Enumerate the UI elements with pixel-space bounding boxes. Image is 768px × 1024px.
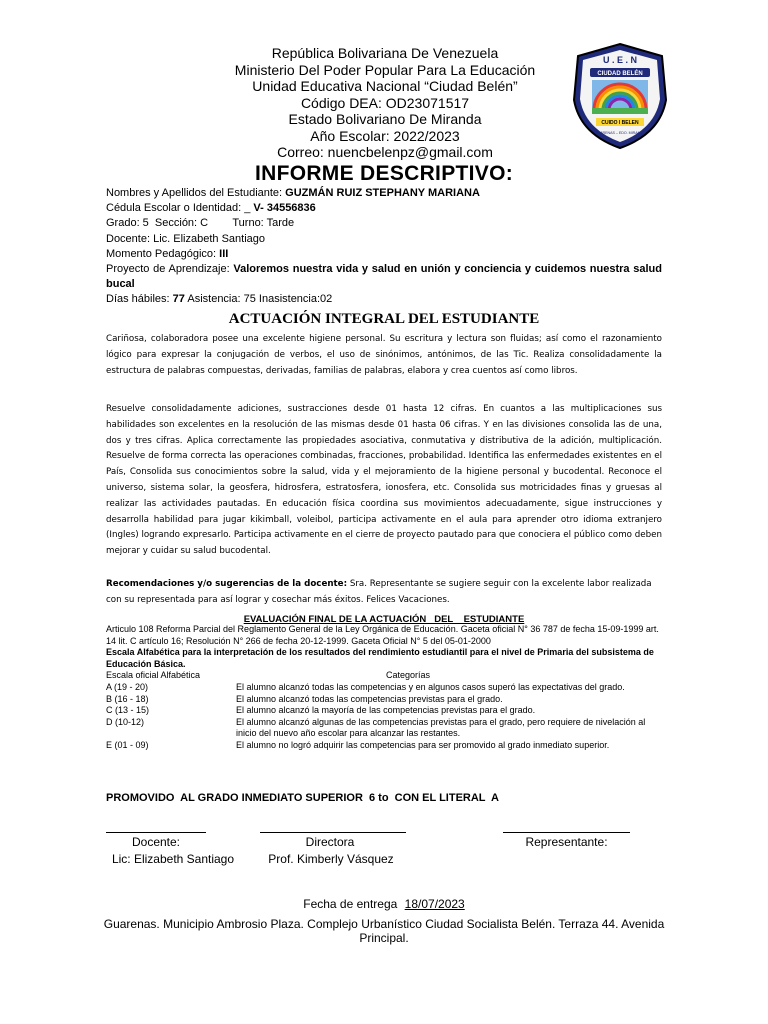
header-line: Estado Bolivariano De Miranda <box>288 111 482 127</box>
evaluation-block <box>106 624 662 752</box>
scale-column-label: Escala oficial Alfabética <box>106 670 201 681</box>
scale-description: El alumno alcanzó todas las competencias y en algunos casos superó las expectativas del grado. <box>236 681 625 692</box>
evaluation-title: EVALUACIÓN FINAL DE LA ACTUACIÓN DEL ESTUDIANTE <box>243 614 525 625</box>
logo-bottom-text: GUARENAS – EDO. MIRANDA <box>594 131 646 135</box>
recommendations <box>106 577 662 609</box>
legal-text: Articulo 108 Reforma Parcial del Reglamento General de la Ley Orgánica de Educación. Gaceta oficial N° 36 787 de fecha 15-09-1999 art. 14 lit. C artículo 16; Resolución N° 266 de fecha 20-12-1999. Gaceta Oficial N° 5 del 05-01-2000 <box>106 624 659 646</box>
scale-title: Escala Alfabética para la interpretación de los resultados del rendimiento estudiantil para el nivel de Primaria del subsistema de Educación Básica. <box>106 647 654 669</box>
scale-row-e <box>106 740 662 752</box>
document-title: INFORME DESCRIPTIVO: <box>254 162 513 185</box>
header-line: Unidad Educativa Nacional “Ciudad Belén” <box>252 78 518 94</box>
scale-row-c <box>106 705 662 717</box>
school-address: Guarenas. Municipio Ambrosio Plaza. Complejo Urbanístico Ciudad Socialista Belén. Terraza 44. Avenida Principal. <box>103 917 665 945</box>
docente-name: Lic: Elizabeth Santiago <box>111 852 235 866</box>
docente-role: Docente: <box>131 835 181 849</box>
student-name-row <box>106 186 662 201</box>
header-line: Ministerio Del Poder Popular Para La Educación <box>234 61 536 78</box>
student-id-row <box>106 201 662 216</box>
header-line: Año Escolar: 2022/2023 <box>310 127 460 144</box>
scale-level: B (16 - 18) <box>106 693 149 704</box>
representante-signature-line <box>503 832 630 833</box>
scale-row-d <box>106 717 662 740</box>
scale-header <box>106 670 662 682</box>
delivery-date-label: Fecha de entrega <box>303 897 398 911</box>
paragraph-language: Cariñosa, colaboradora posee una excelente higiene personal. Su escritura y lectura son fluidas; así como el razonamiento lógico para expresar la conjugación de verbos, el uso de sinónimos, antónimos, de las Tic. Realiza consolidadamente la estructura de palabras compuestas, derivadas, familias de palabras, elabora y crea cuentos así como libros. <box>106 334 662 376</box>
grade-line: Grado: 5 Sección: C Turno: Tarde <box>106 217 295 230</box>
docente-signature-line <box>106 832 206 833</box>
logo-motto: CUIDO I BELEN <box>601 120 639 126</box>
scale-level: E (01 - 09) <box>106 739 149 750</box>
student-name: GUZMÁN RUIZ STEPHANY MARIANA <box>285 187 480 199</box>
scale-level: D (10-12) <box>106 716 145 727</box>
scale-description: El alumno alcanzó algunas de las competencias previstas para el grado, pero requiere de nivelación al inicio del nuevo año escolar para alcanzar las restantes. <box>236 716 646 739</box>
delivery-date-row <box>100 898 668 912</box>
moment-label: Momento Pedagógico: <box>106 247 217 260</box>
moment-value: III <box>219 247 229 260</box>
categories-column-label: Categorías <box>386 670 431 681</box>
letterhead <box>150 45 620 161</box>
teacher-line: Docente: Lic. Elizabeth Santiago <box>106 232 265 245</box>
scale-row-b <box>106 694 662 706</box>
delivery-date: 18/07/2023 <box>404 897 465 911</box>
header-line: República Bolivariana De Venezuela <box>271 45 499 61</box>
student-id: V- 34556836 <box>253 202 316 215</box>
attendance-values: Asistencia: 75 Inasistencia:02 <box>187 293 333 306</box>
recommendations-label: Recomendaciones y/o sugerencias de la docente: <box>106 579 348 589</box>
directora-name: Prof. Kimberly Vásquez <box>268 852 394 866</box>
header-line: Correo: nuencbelenpz@gmail.com <box>277 144 493 160</box>
moment-row <box>106 247 662 262</box>
student-name-label: Nombres y Apellidos del Estudiante: <box>106 187 283 199</box>
scale-row-a <box>106 682 662 694</box>
directora-signature-line <box>260 832 406 833</box>
student-info <box>106 186 662 308</box>
logo-top-text: U . E . N <box>602 55 638 65</box>
school-logo <box>570 42 670 150</box>
scale-description: El alumno no logró adquirir las competencias para ser promovido al grado inmediato superior. <box>236 739 610 750</box>
recommendations-text: Sra. Representante se sugiere seguir con la excelente labor realizada con su representada para así lograr y cosechar más éxitos. Felices Vacaciones. <box>106 579 652 605</box>
paragraph-math-science: Resuelve consolidadamente adiciones, sustracciones desde 01 hasta 12 cifras. En cuantos a las multiplicaciones sus habilidades son excelentes en la resolución de las mismas desde 01 hasta 06 cifras. Y en las divisiones consolida las de una, dos y tres cifras. Aplica correctamente las propiedades asociativa, conmutativa y distributiva de la adición, multiplicación. Resuelve de forma correcta las operaciones combinadas, fracciones, probabilidad. Identifica las enfermedades existentes en el País, Consolida sus conocimientos sobre la salud, vida y el mejoramiento de la higiene personal y bucodental. Reconoce el universo, sistema solar, la geosfera, hidrosfera, estratosfera, ionosfera, etc. Consolida sus motricidades finas y gruesas al realizar las actividades pautadas. En educación física coordina sus movimientos adecuadamente, sigue instrucciones y desarrolla habilidad para jugar kikimball, voleibol, participa activamente en el aula para aprender otro idioma extranjero (Ingles) logrando expresarlo. Participa activamente en el cierre de proyecto pautado para que conociera el público como deben mejorar y cuidar su salud bucodental. <box>106 404 662 557</box>
representante-role: Representante: <box>525 835 608 849</box>
section-title: ACTUACIÓN INTEGRAL DEL ESTUDIANTE <box>228 311 540 327</box>
directora-role: Directora <box>305 835 355 849</box>
scale-description: El alumno alcanzó la mayoría de las competencias previstas para el grado. <box>236 705 536 716</box>
scale-description: El alumno alcanzó todas las competencias previstas para el grado. <box>236 693 503 704</box>
logo-ribbon-text: CIUDAD BELÉN <box>597 71 643 77</box>
attendance-row <box>106 292 662 307</box>
scale-level: C (13 - 15) <box>106 705 150 716</box>
days-label: Días hábiles: <box>106 293 170 306</box>
project-value: Valoremos nuestra vida y salud en unión y conciencia y cuidemos nuestra salud bucal <box>106 263 662 291</box>
scale-level: A (19 - 20) <box>106 681 149 692</box>
promotion-statement: PROMOVIDO AL GRADO INMEDIATO SUPERIOR 6 to CON EL LITERAL A <box>106 792 499 804</box>
student-id-label: Cédula Escolar o Identidad: _ <box>106 202 251 215</box>
project-label: Proyecto de Aprendizaje: <box>106 263 230 276</box>
project-row <box>106 262 662 292</box>
days-value: 77 <box>172 293 185 306</box>
header-line: Código DEA: OD23071517 <box>300 94 470 111</box>
